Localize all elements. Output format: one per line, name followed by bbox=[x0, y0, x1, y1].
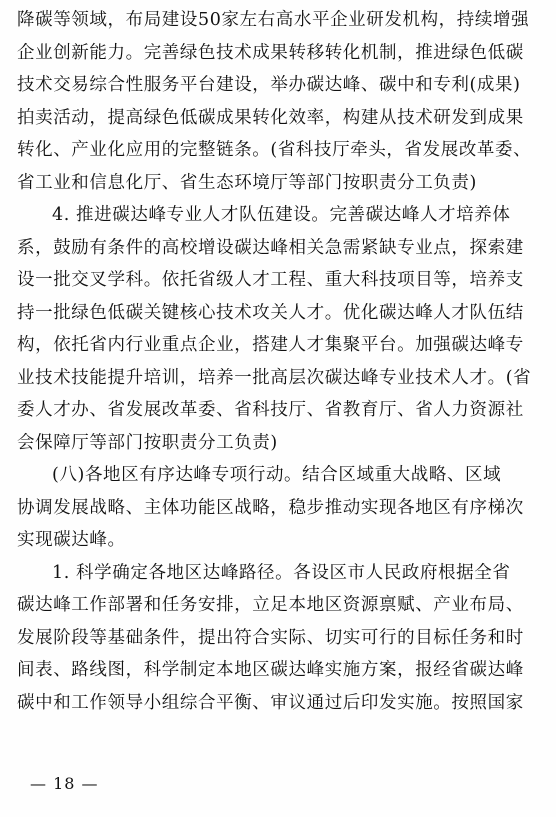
text-line: 会保障厅等部门按职责分工负责) bbox=[17, 432, 278, 453]
text-line: 协调发展战略、主体功能区战略，稳步推动实现各地区有序梯次 bbox=[17, 497, 524, 518]
text-line: 设一批交叉学科。依托省级人才工程、重大科技项目等，培养支 bbox=[17, 270, 524, 290]
section-heading-regional-peaking bbox=[17, 459, 541, 557]
text-line: 降碳等领域，布局建设50家左右高水平企业研发机构，持续增强 bbox=[17, 10, 530, 30]
text-line: 系，鼓励有条件的高校增设碳达峰相关急需紧缺专业点，探索建 bbox=[17, 237, 524, 258]
text-line: 业技术技能提升培训，培养一批高层次碳达峰专业技术人才。(省 bbox=[17, 367, 532, 388]
text-line: 间表、路线图，科学制定本地区碳达峰实施方案，报经省碳达峰 bbox=[17, 660, 524, 680]
text-line: 发展阶段等基础条件，提出符合实际、切实可行的目标任务和时 bbox=[17, 627, 524, 648]
text-line: 1. 科学确定各地区达峰路径。各设区市人民政府根据全省 bbox=[52, 562, 511, 583]
page-number: — 18 — bbox=[30, 774, 99, 793]
paragraph-innovation-capability bbox=[17, 4, 541, 199]
text-line: 实现碳达峰。 bbox=[17, 530, 126, 550]
text-line: (八)各地区有序达峰专项行动。结合区域重大战略、区域 bbox=[52, 465, 502, 485]
document-body bbox=[17, 4, 541, 719]
text-line: 持一批绿色低碳关键核心技术攻关人才。优化碳达峰人才队伍结 bbox=[17, 302, 524, 323]
text-line: 4. 推进碳达峰专业人才队伍建设。完善碳达峰人才培养体 bbox=[52, 205, 511, 225]
text-line: 碳达峰工作部署和任务安排，立足本地区资源禀赋、产业布局、 bbox=[17, 595, 524, 615]
text-line: 转化、产业化应用的完整链条。(省科技厅牵头，省发展改革委、 bbox=[17, 140, 532, 160]
text-line: 技术交易综合性服务平台建设，举办碳达峰、碳中和专利(成果) bbox=[17, 75, 521, 95]
text-line: 委人才办、省发展改革委、省科技厅、省教育厅、省人力资源社 bbox=[17, 400, 524, 420]
text-line: 拍卖活动，提高绿色低碳成果转化效率，构建从技术研发到成果 bbox=[17, 107, 524, 128]
text-line: 构，依托省内行业重点企业，搭建人才集聚平台。加强碳达峰专 bbox=[17, 335, 524, 355]
text-line: 碳中和工作领导小组综合平衡、审议通过后印发实施。按照国家 bbox=[17, 692, 524, 713]
paragraph-talent-team bbox=[17, 199, 541, 459]
text-line: 省工业和信息化厅、省生态环境厅等部门按职责分工负责) bbox=[17, 172, 477, 193]
text-line: 企业创新能力。完善绿色技术成果转移转化机制，推进绿色低碳 bbox=[17, 42, 524, 63]
paragraph-regional-peaking-path bbox=[17, 557, 541, 720]
